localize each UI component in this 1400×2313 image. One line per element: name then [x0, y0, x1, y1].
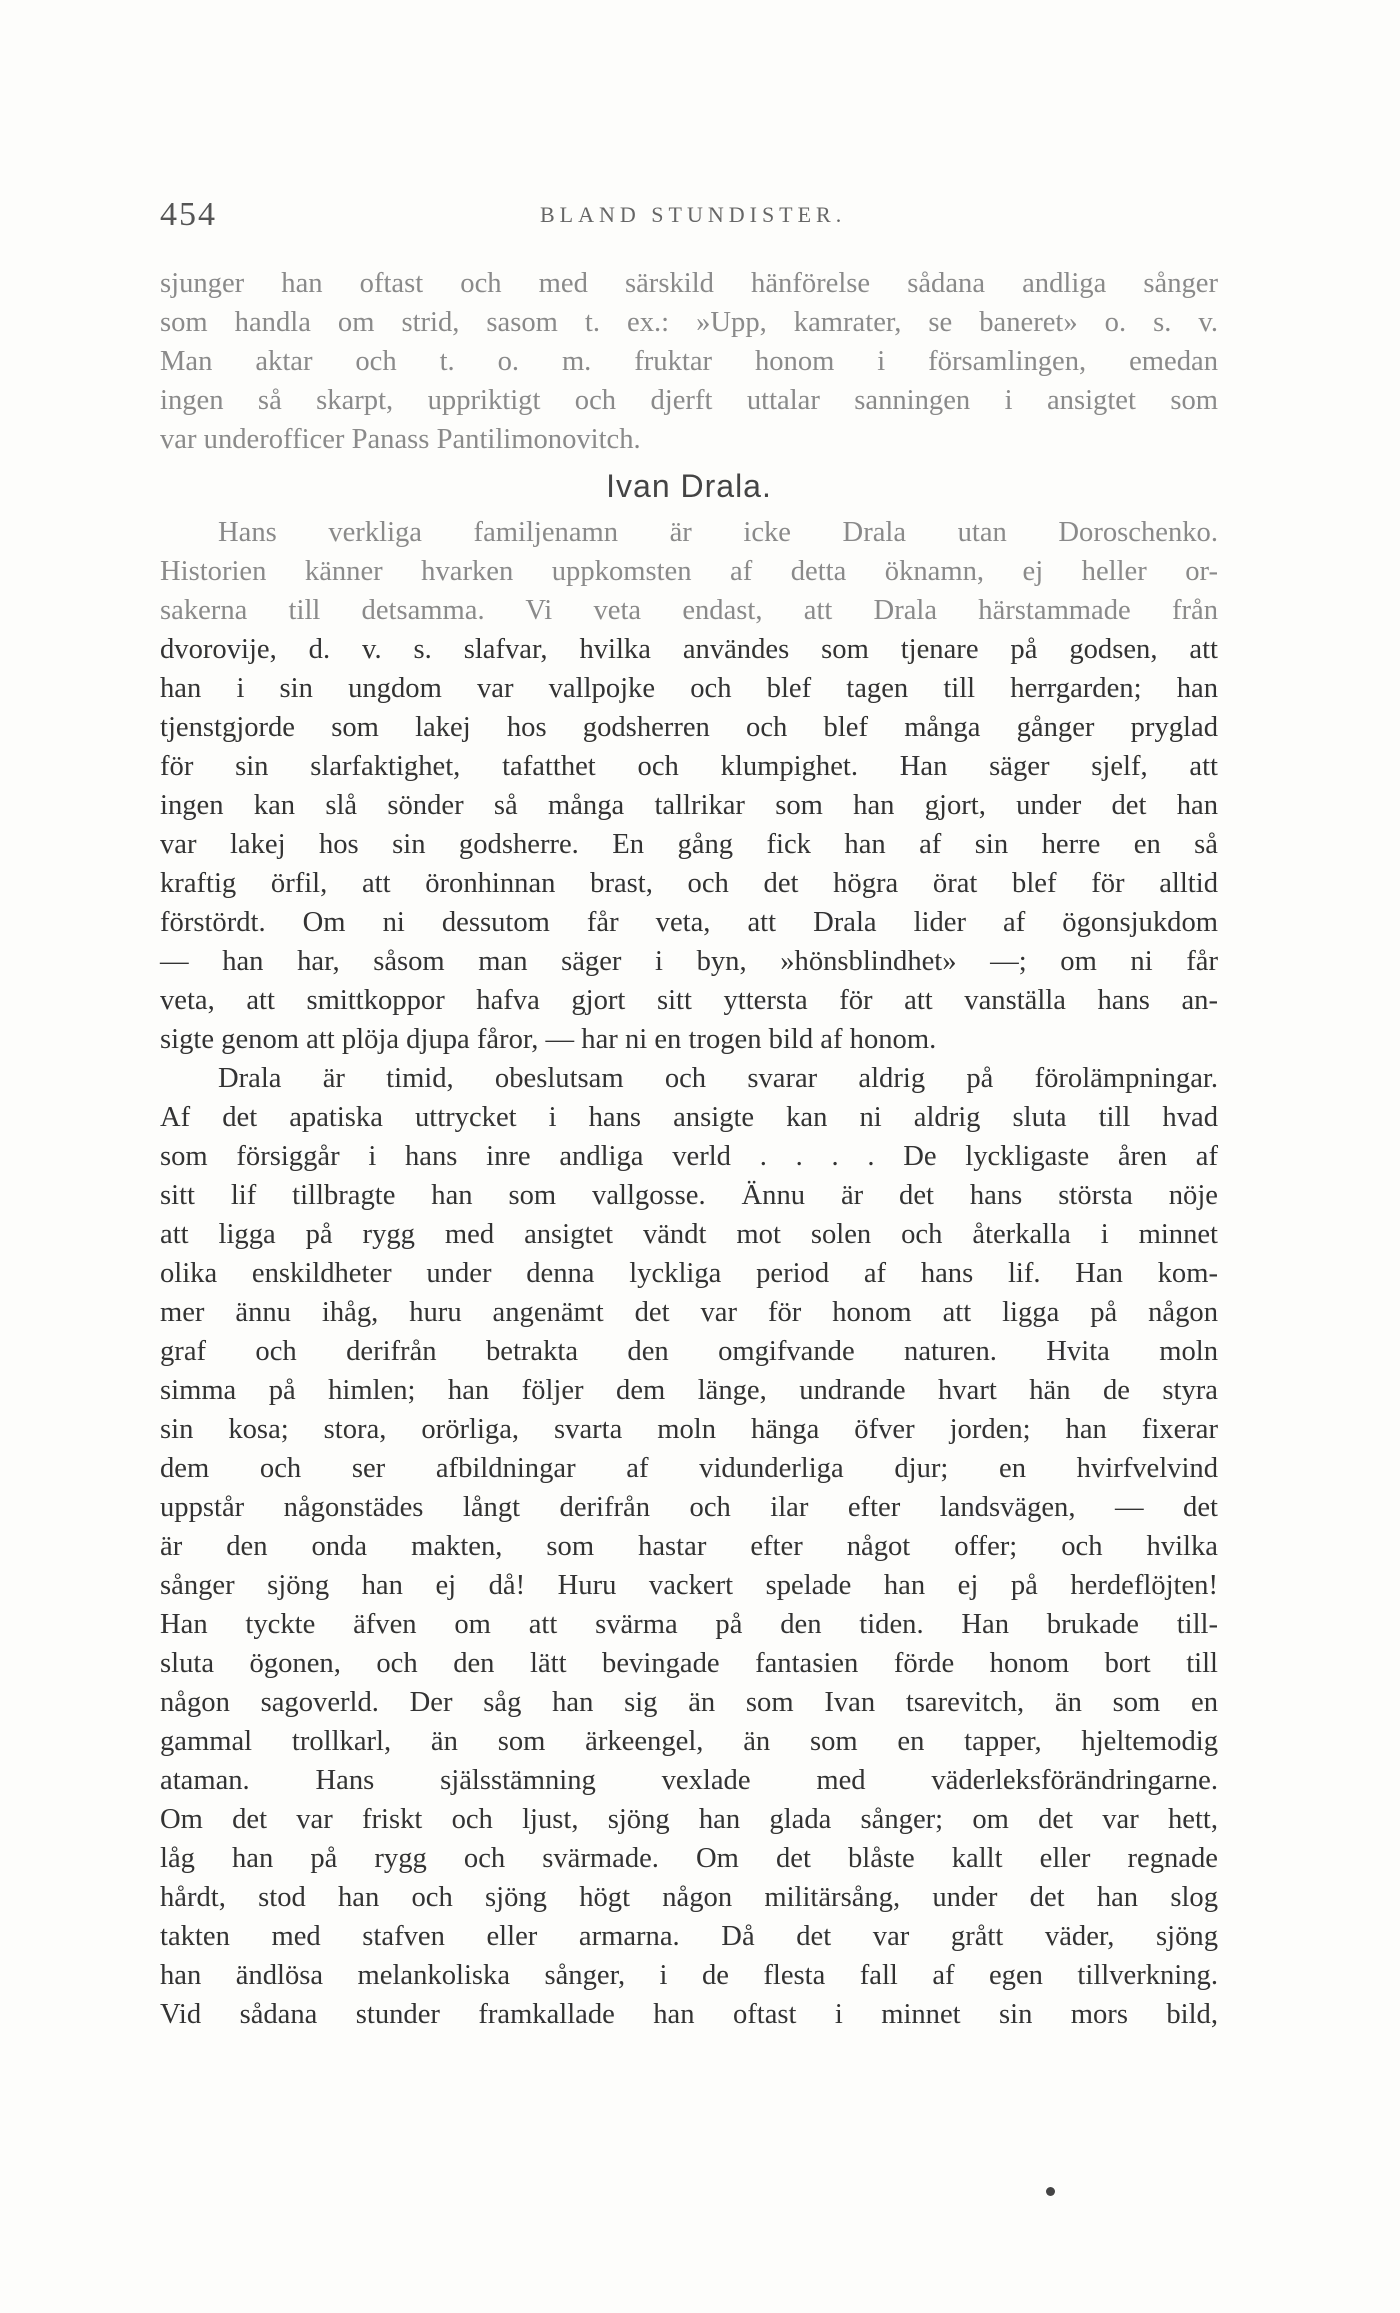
text-line: takten med stafven eller armarna. Då det var grått väder, sjöng: [160, 1921, 1218, 1952]
text-line: ingen så skarpt, uppriktigt och djerft uttalar sanningen i ansigtet som: [160, 385, 1218, 416]
text-line: Af det apatiska uttrycket i hans ansigte kan ni aldrig sluta till hvad: [160, 1102, 1218, 1133]
text-line: olika enskildheter under denna lyckliga period af hans lif. Han kom-: [160, 1258, 1218, 1289]
ink-spot: [1046, 2187, 1055, 2196]
text-line: tjenstgjorde som lakej hos godsherren och blef många gånger pryglad: [160, 712, 1218, 743]
paragraph-1: [160, 264, 1218, 459]
text-line: veta, att smittkoppor hafva gjort sitt yttersta för att vanställa hans an-: [160, 985, 1218, 1016]
text-line: dvorovije, d. v. s. slafvar, hvilka användes som tjenare på godsen, att: [160, 634, 1218, 665]
text-line: uppstår någonstädes långt derifrån och ilar efter landsvägen, — det: [160, 1492, 1218, 1523]
text-line: Han tyckte äfven om att svärma på den tiden. Han brukade till-: [160, 1609, 1218, 1640]
text-line: sakerna till detsamma. Vi veta endast, att Drala härstammade från: [160, 595, 1218, 626]
text-line: var lakej hos sin godsherre. En gång fick han af sin herre en så: [160, 829, 1218, 860]
text-line: — han har, såsom man säger i byn, »hönsblindhet» —; om ni får: [160, 946, 1218, 977]
text-line: var underofficer Panass Pantilimonovitch.: [160, 424, 641, 455]
page-header: [160, 196, 1220, 240]
text-line: sin kosa; stora, orörliga, svarta moln hänga öfver jorden; han fixerar: [160, 1414, 1218, 1445]
text-line: för sin slarfaktighet, tafatthet och klumpighet. Han säger sjelf, att: [160, 751, 1218, 782]
text-line: låg han på rygg och svärmade. Om det blåste kallt eller regnade: [160, 1843, 1218, 1874]
text-line: ingen kan slå sönder så många tallrikar som han gjort, under det han: [160, 790, 1218, 821]
text-line: dem och ser afbildningar af vidunderliga djur; en hvirfvelvind: [160, 1453, 1218, 1484]
text-line: Om det var friskt och ljust, sjöng han glada sånger; om det var hett,: [160, 1804, 1218, 1835]
text-line: någon sagoverld. Der såg han sig än som Ivan tsarevitch, än som en: [160, 1687, 1218, 1718]
paragraph-2: [160, 513, 1218, 1059]
text-line: simma på himlen; han följer dem länge, undrande hvart hän de styra: [160, 1375, 1218, 1406]
body-text: [160, 264, 1218, 2034]
text-line: sitt lif tillbragte han som vallgosse. Ännu är det hans största nöje: [160, 1180, 1218, 1211]
running-head: BLAND STUNDISTER.: [540, 202, 847, 227]
text-line: Hans verkliga familjenamn är icke Drala utan Doroschenko.: [218, 517, 1218, 548]
text-line: han i sin ungdom var vallpojke och blef tagen till herrgarden; han: [160, 673, 1218, 704]
section-heading: Ivan Drala.: [606, 468, 772, 504]
text-line: sluta ögonen, och den lätt bevingade fantasien förde honom bort till: [160, 1648, 1218, 1679]
text-line: graf och derifrån betrakta den omgifvande naturen. Hvita moln: [160, 1336, 1218, 1367]
text-line: är den onda makten, som hastar efter något offer; och hvilka: [160, 1531, 1218, 1562]
paragraph-3: [160, 1059, 1218, 2034]
text-line: han ändlösa melankoliska sånger, i de flesta fall af egen tillverkning.: [160, 1960, 1218, 1991]
text-line: hårdt, stod han och sjöng högt någon militärsång, under det han slog: [160, 1882, 1218, 1913]
text-line: sjunger han oftast och med särskild hänförelse sådana andliga sånger: [160, 268, 1218, 299]
text-line: att ligga på rygg med ansigtet vändt mot solen och återkalla i minnet: [160, 1219, 1218, 1250]
text-line: Vid sådana stunder framkallade han oftast i minnet sin mors bild,: [160, 1999, 1218, 2030]
text-line: sånger sjöng han ej då! Huru vackert spelade han ej på herdeflöjten!: [160, 1570, 1218, 1601]
text-line: mer ännu ihåg, huru angenämt det var för honom att ligga på någon: [160, 1297, 1218, 1328]
text-line: gammal trollkarl, än som ärkeengel, än som en tapper, hjeltemodig: [160, 1726, 1218, 1757]
text-line: förstördt. Om ni dessutom får veta, att Drala lider af ögonsjukdom: [160, 907, 1218, 938]
text-line: Man aktar och t. o. m. fruktar honom i församlingen, emedan: [160, 346, 1218, 377]
text-line: ataman. Hans själsstämning vexlade med väderleksförändringarne.: [160, 1765, 1218, 1796]
text-line: Drala är timid, obeslutsam och svarar aldrig på förolämpningar.: [218, 1063, 1218, 1094]
page-number: 454: [160, 196, 217, 233]
text-line: Historien känner hvarken uppkomsten af detta öknamn, ej heller or-: [160, 556, 1218, 587]
text-line: kraftig örfil, att öronhinnan brast, och det högra örat blef för alltid: [160, 868, 1218, 899]
text-line: som handla om strid, sasom t. ex.: »Upp, kamrater, se baneret» o. s. v.: [160, 307, 1218, 338]
text-line: som försiggår i hans inre andliga verld . . . . De lyckligaste åren af: [160, 1141, 1218, 1172]
text-line: sigte genom att plöja djupa fåror, — har ni en trogen bild af honom.: [160, 1024, 937, 1055]
